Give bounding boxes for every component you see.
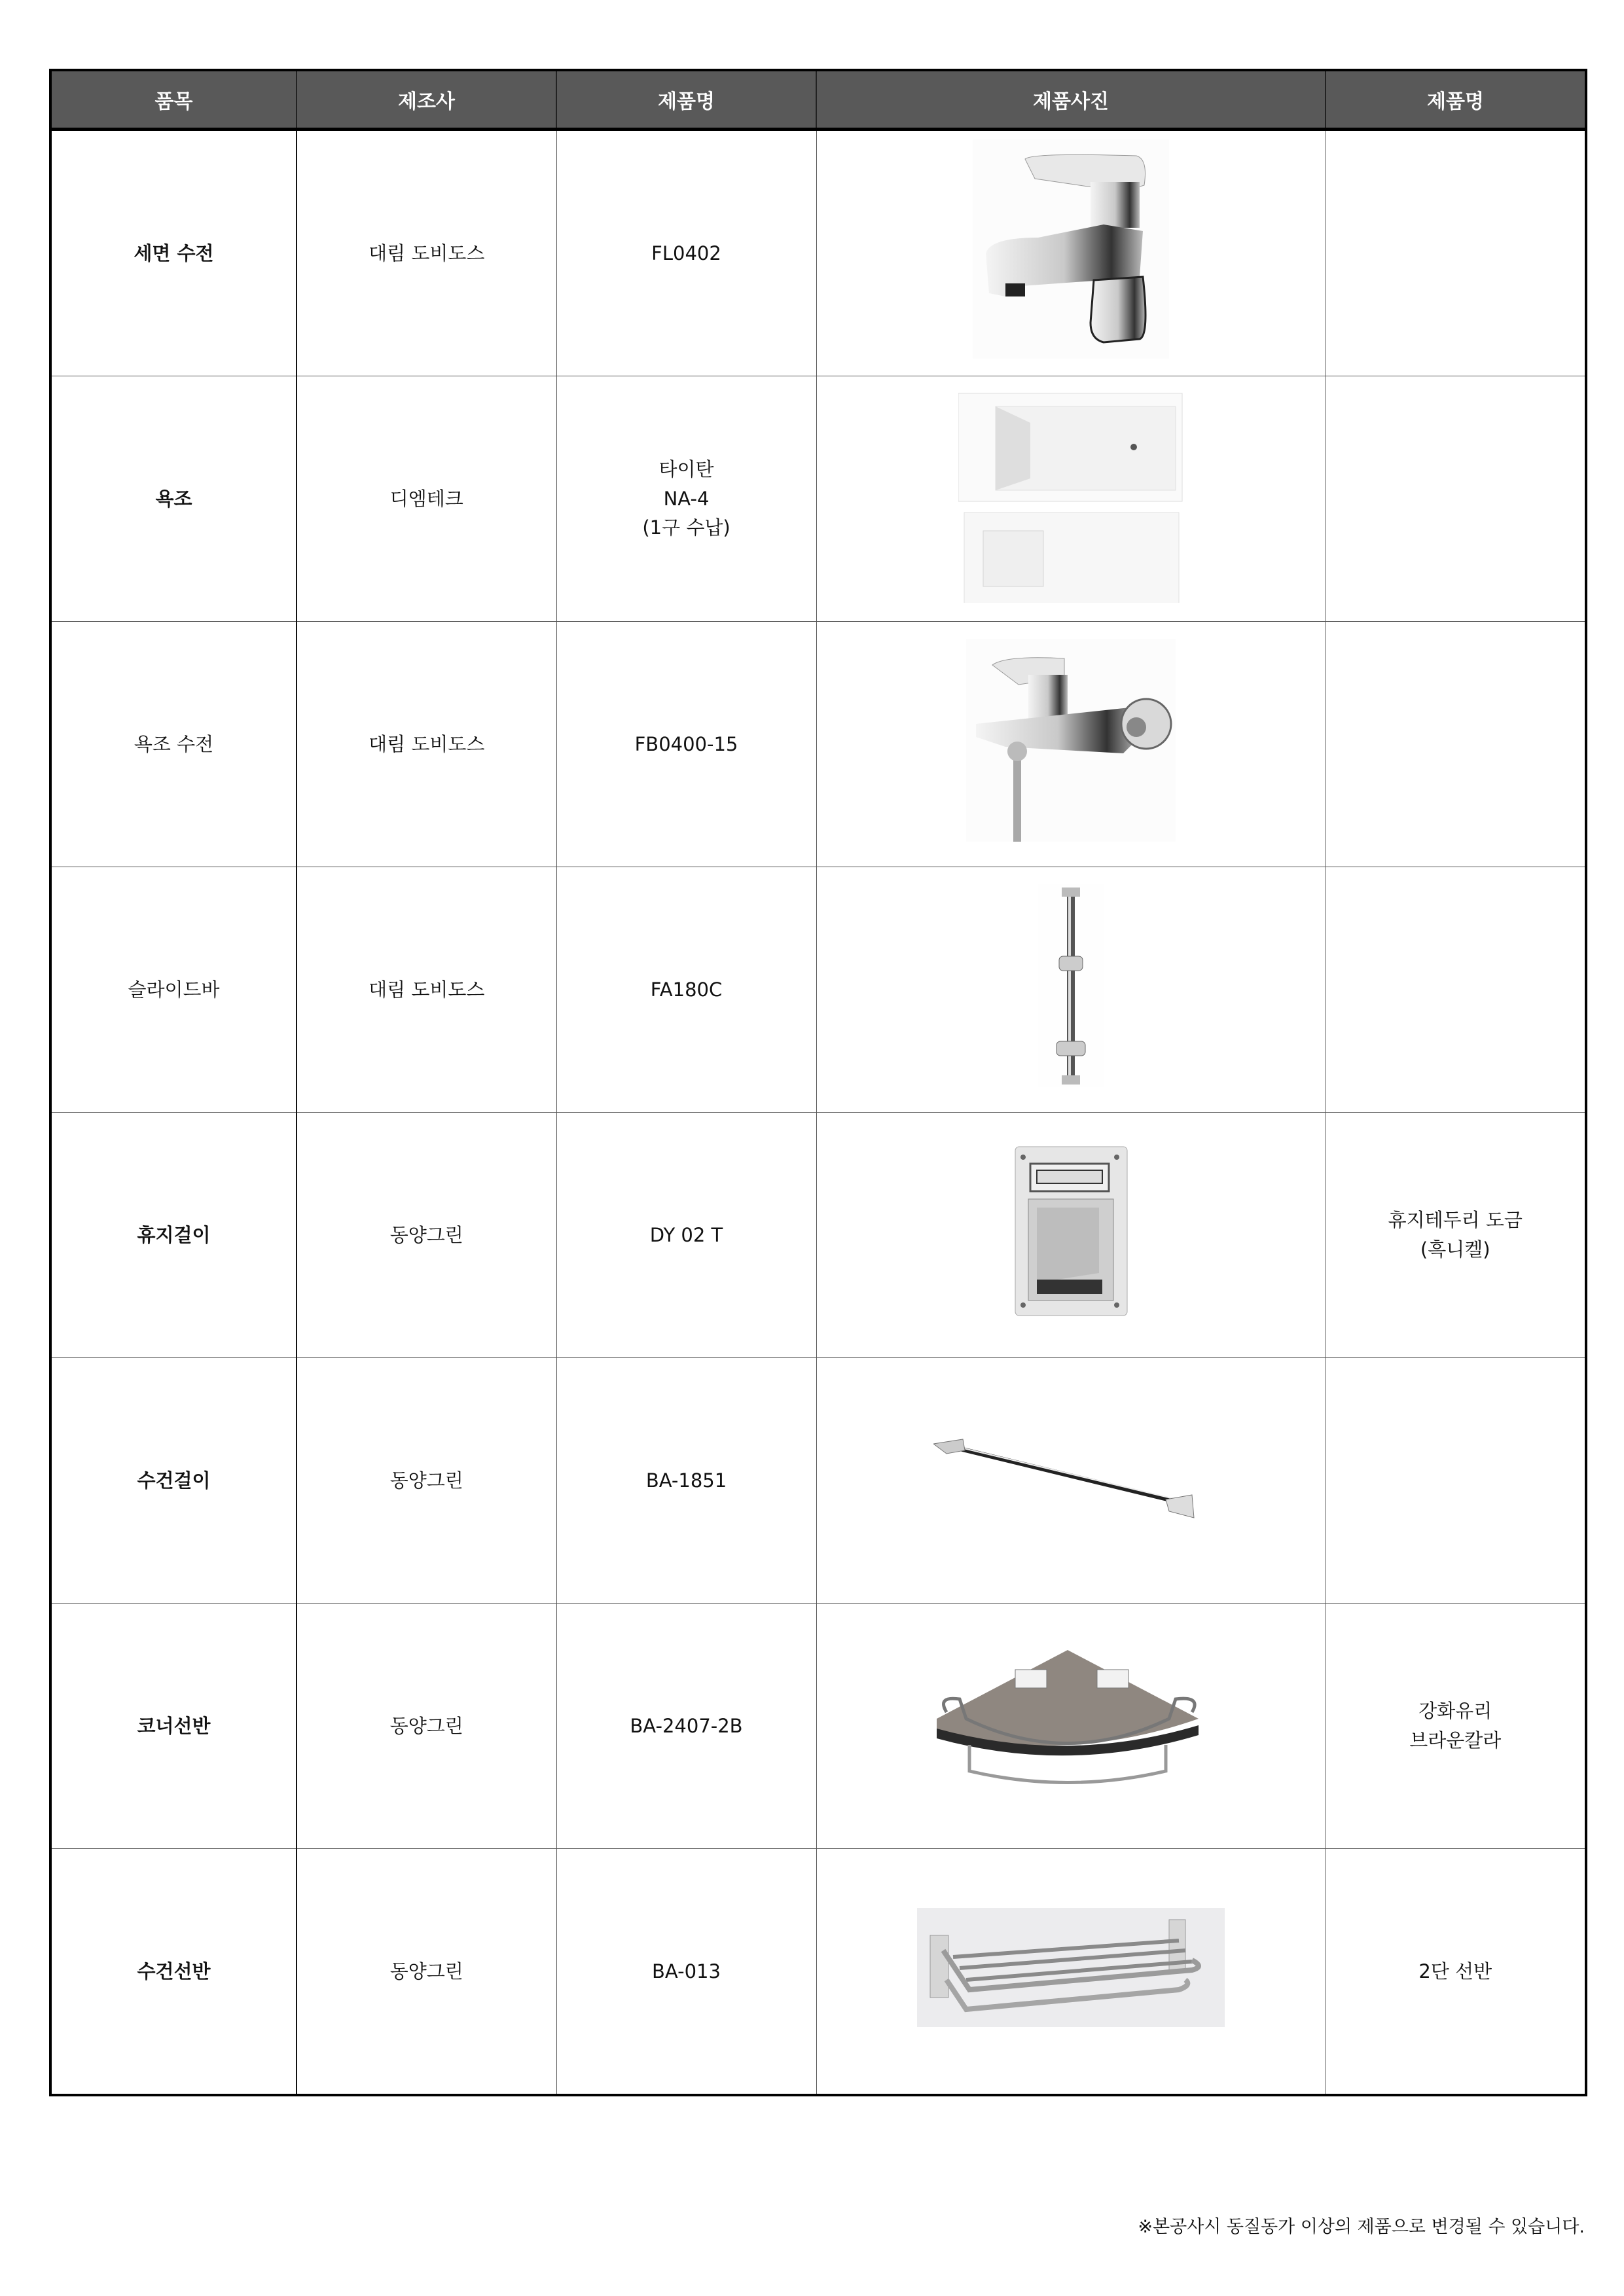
model-line: BA-2407-2B: [630, 1714, 743, 1737]
corner-shelf-photo: [933, 1647, 1208, 1797]
table-row: [50, 867, 1586, 1113]
note-line: 강화유리: [1418, 1700, 1492, 1723]
item-cell: 세면 수전: [50, 130, 297, 376]
item-cell: 수건선반: [50, 1849, 297, 2096]
note-cell: [1326, 1358, 1586, 1604]
model-cell: [556, 1604, 816, 1849]
fixture-spec-table: [49, 69, 1587, 2096]
model-line: 타이탄: [659, 457, 714, 480]
slide-bar-photo: [1038, 884, 1104, 1087]
item-cell: 욕조: [50, 376, 297, 622]
bathtub-photo: [958, 387, 1184, 603]
note-line: 휴지테두리 도금: [1388, 1209, 1523, 1232]
model-line: BA-013: [652, 1960, 721, 1982]
model-line: FL0402: [651, 242, 721, 264]
model-cell: [556, 376, 816, 622]
bath-faucet-photo: [966, 639, 1176, 842]
maker-cell: 대림 도비도스: [297, 622, 556, 867]
maker-cell: 대림 도비도스: [297, 867, 556, 1113]
model-cell: [556, 1358, 816, 1604]
table-row: [50, 1113, 1586, 1358]
maker-cell: 동양그린: [297, 1113, 556, 1358]
towel-bar-photo: [933, 1427, 1208, 1526]
spec-sheet: [49, 69, 1585, 2096]
model-line: NA-4: [663, 487, 710, 510]
item-cell: 욕조 수전: [50, 622, 297, 867]
model-cell: [556, 1849, 816, 2096]
table-row: [50, 622, 1586, 867]
model-cell: [556, 622, 816, 867]
maker-cell: 대림 도비도스: [297, 130, 556, 376]
note-cell: [1326, 130, 1586, 376]
model-cell: [556, 1113, 816, 1358]
note-line: 브라운칼라: [1409, 1729, 1502, 1751]
model-cell: [556, 867, 816, 1113]
note-cell: [1326, 1113, 1586, 1358]
model-line: BA-1851: [645, 1469, 727, 1492]
model-line: (1구 수납): [642, 516, 731, 539]
item-cell: 코너선반: [50, 1604, 297, 1849]
photo-cell: [816, 1849, 1326, 2096]
note-line: (흑니켈): [1420, 1238, 1490, 1261]
photo-cell: [816, 1113, 1326, 1358]
basin-faucet-photo: [973, 139, 1169, 359]
photo-cell: [816, 1604, 1326, 1849]
item-cell: 슬라이드바: [50, 867, 297, 1113]
note-cell: [1326, 867, 1586, 1113]
model-line: FB0400-15: [634, 732, 738, 755]
model-line: DY 02 T: [649, 1223, 723, 1246]
toilet-paper-holder-photo: [1014, 1145, 1128, 1317]
item-cell: 수건걸이: [50, 1358, 297, 1604]
maker-cell: 디엠테크: [297, 376, 556, 622]
table-row: [50, 1358, 1586, 1604]
photo-cell: [816, 867, 1326, 1113]
note-cell: [1326, 1604, 1586, 1849]
note-cell: [1326, 622, 1586, 867]
note-cell: [1326, 1849, 1586, 2096]
photo-cell: [816, 376, 1326, 622]
maker-cell: 동양그린: [297, 1849, 556, 2096]
header-product-photo: 제품사진: [816, 70, 1326, 130]
header-product-name: 제품명: [556, 70, 816, 130]
header-item: 품목: [50, 70, 297, 130]
item-cell: 휴지걸이: [50, 1113, 297, 1358]
table-row: [50, 1849, 1586, 2096]
note-line: 2단 선반: [1418, 1960, 1492, 1982]
towel-shelf-photo: [917, 1908, 1225, 2027]
header-manufacturer: 제조사: [297, 70, 556, 130]
model-cell: [556, 130, 816, 376]
photo-cell: [816, 622, 1326, 867]
note-cell: [1326, 376, 1586, 622]
table-header-row: [50, 70, 1586, 130]
table-row: [50, 130, 1586, 376]
footnote: ※본공사시 동질동가 이상의 제품으로 변경될 수 있습니다.: [1138, 2217, 1585, 2237]
maker-cell: 동양그린: [297, 1604, 556, 1849]
header-product-note: 제품명: [1326, 70, 1586, 130]
table-row: [50, 376, 1586, 622]
photo-cell: [816, 130, 1326, 376]
model-line: FA180C: [650, 978, 723, 1001]
photo-cell: [816, 1358, 1326, 1604]
maker-cell: 동양그린: [297, 1358, 556, 1604]
table-row: [50, 1604, 1586, 1849]
